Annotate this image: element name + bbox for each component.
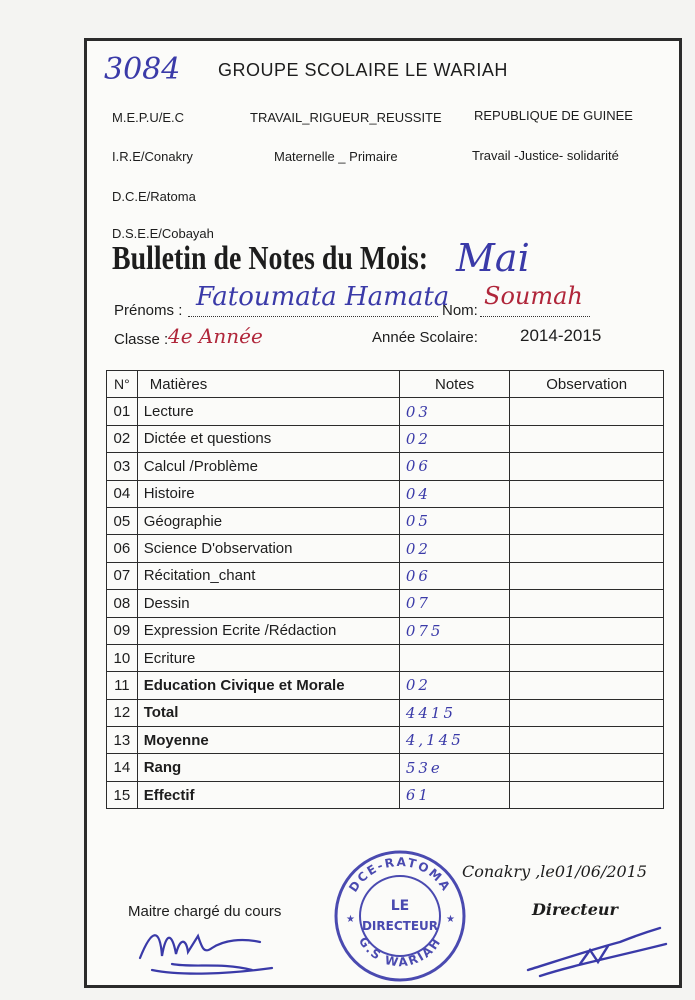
row-number: 14	[107, 754, 138, 781]
row-observation	[510, 535, 664, 562]
row-number: 15	[107, 781, 138, 808]
row-number: 06	[107, 535, 138, 562]
row-observation	[510, 507, 664, 534]
header-ire: I.R.E/Conakry	[112, 149, 193, 164]
stamp-bottom-text: G.S WARIAH	[355, 934, 445, 970]
svg-text:G.S WARIAH	[356, 934, 444, 969]
row-observation	[510, 781, 664, 808]
row-subject: Expression Ecrite /Rédaction	[137, 617, 399, 644]
table-row	[107, 453, 664, 480]
row-note: 02	[399, 425, 510, 452]
annee-value: 2014-2015	[520, 326, 602, 345]
row-observation	[510, 480, 664, 507]
row-subject: Calcul /Problème	[137, 453, 399, 480]
month-value: Mai	[456, 236, 530, 280]
row-number: 04	[107, 480, 138, 507]
row-number: 05	[107, 507, 138, 534]
svg-text:★: ★	[346, 914, 355, 925]
row-number: 02	[107, 425, 138, 452]
header-republic: REPUBLIQUE DE GUINEE	[474, 108, 633, 123]
header-dsee: D.S.E.E/Cobayah	[112, 226, 214, 241]
row-note: 4415	[399, 699, 510, 726]
row-subject: Rang	[137, 754, 399, 781]
header-national-motto: Travail -Justice- solidarité	[472, 148, 619, 163]
row-note: 61	[399, 781, 510, 808]
director-signature	[520, 920, 670, 982]
row-subject: Total	[137, 699, 399, 726]
row-note: 06	[399, 453, 510, 480]
svg-text:★: ★	[446, 914, 455, 925]
row-number: 09	[107, 617, 138, 644]
row-note: 075	[399, 617, 510, 644]
prenoms-label: Prénoms :	[114, 302, 183, 319]
teacher-label: Maitre chargé du cours	[128, 903, 282, 920]
row-number: 07	[107, 562, 138, 589]
row-note: 02	[399, 672, 510, 699]
grades-table	[106, 370, 664, 809]
table-row	[107, 727, 664, 754]
table-row	[107, 754, 664, 781]
stamp-inner-directeur: DIRECTEUR	[361, 919, 439, 933]
row-note: 4,145	[399, 727, 510, 754]
row-subject: Lecture	[137, 398, 399, 425]
row-subject: Dictée et questions	[137, 425, 399, 452]
row-subject: Education Civique et Morale	[137, 672, 399, 699]
row-note: 53e	[399, 754, 510, 781]
row-subject: Récitation_chant	[137, 562, 399, 589]
teacher-signature	[132, 918, 282, 980]
table-row	[107, 507, 664, 534]
header-number: N°	[107, 371, 138, 398]
table-row	[107, 617, 664, 644]
row-number: 01	[107, 398, 138, 425]
row-number: 13	[107, 727, 138, 754]
classe-value: 4e Année	[168, 324, 263, 348]
table-row	[107, 644, 664, 671]
place-date: Conakry ,le01/06/2015	[462, 862, 648, 881]
row-subject: Dessin	[137, 590, 399, 617]
table-row	[107, 781, 664, 808]
row-note: 05	[399, 507, 510, 534]
row-subject: Effectif	[137, 781, 399, 808]
row-note	[399, 644, 510, 671]
nom-label: Nom:	[442, 302, 478, 319]
header-ministry: M.E.P.U/E.C	[112, 110, 185, 125]
header-levels: Maternelle _ Primaire	[274, 149, 398, 164]
table-row	[107, 480, 664, 507]
row-observation	[510, 754, 664, 781]
row-note: 07	[399, 590, 510, 617]
row-observation	[510, 562, 664, 589]
row-note: 03	[399, 398, 510, 425]
row-number: 08	[107, 590, 138, 617]
row-subject: Géographie	[137, 507, 399, 534]
annee-label: Année Scolaire:	[372, 329, 478, 346]
row-subject: Science D'observation	[137, 535, 399, 562]
classe-label: Classe :	[114, 331, 169, 348]
table-header-row	[107, 371, 664, 398]
header-motto: TRAVAIL_RIGUEUR_REUSSITE	[250, 110, 442, 125]
row-observation	[510, 617, 664, 644]
row-observation	[510, 699, 664, 726]
row-observation	[510, 727, 664, 754]
table-row	[107, 398, 664, 425]
table-row	[107, 425, 664, 452]
directeur-label: Directeur	[532, 900, 618, 919]
prenoms-value: Fatoumata Hamata	[196, 282, 450, 312]
table-row	[107, 535, 664, 562]
header-subjects: Matières	[137, 371, 399, 398]
row-observation	[510, 425, 664, 452]
school-name: GROUPE SCOLAIRE LE WARIAH	[218, 60, 508, 80]
header-observation: Observation	[510, 371, 664, 398]
table-row	[107, 562, 664, 589]
reference-number: 3084	[104, 52, 181, 87]
row-observation	[510, 398, 664, 425]
table-row	[107, 590, 664, 617]
table-row	[107, 672, 664, 699]
row-note: 06	[399, 562, 510, 589]
svg-text:DCE-RATOMA	[346, 855, 454, 895]
table-row	[107, 699, 664, 726]
row-subject: Ecriture	[137, 644, 399, 671]
nom-value: Soumah	[484, 282, 583, 310]
row-note: 04	[399, 480, 510, 507]
row-observation	[510, 672, 664, 699]
row-observation	[510, 453, 664, 480]
row-number: 03	[107, 453, 138, 480]
header-notes: Notes	[399, 371, 510, 398]
row-observation	[510, 644, 664, 671]
row-number: 11	[107, 672, 138, 699]
row-number: 12	[107, 699, 138, 726]
stamp-top-text: DCE-RATOMA	[346, 854, 454, 895]
row-subject: Histoire	[137, 480, 399, 507]
row-note: 02	[399, 535, 510, 562]
row-observation	[510, 590, 664, 617]
school-stamp	[332, 848, 468, 984]
bulletin-title: Bulletin de Notes du Mois:	[112, 240, 428, 277]
header-dce: D.C.E/Ratoma	[112, 189, 196, 204]
row-subject: Moyenne	[137, 727, 399, 754]
stamp-inner-le: LE	[390, 898, 410, 914]
row-number: 10	[107, 644, 138, 671]
